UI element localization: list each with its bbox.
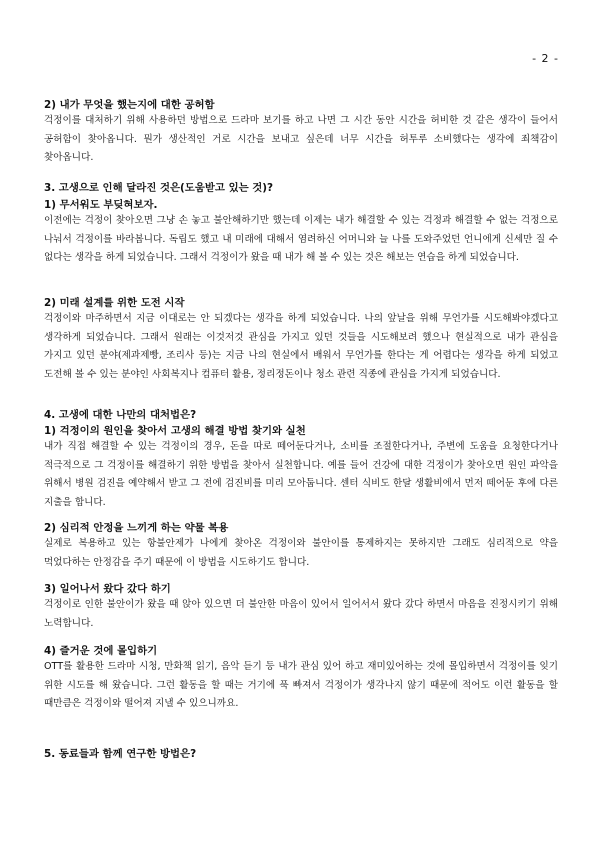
section-4-3-paragraph: 걱정이로 인한 불안이가 왔을 때 앉아 있으면 더 불안한 마음이 있어서 일어서서 왔다 갔다 하면서 마음을 진정시키기 위해 노력합니다. <box>44 599 558 629</box>
section-4-2-paragraph: 실제로 복용하고 있는 항불안제가 나에게 찾아온 걱정이와 불안이를 통제하지는 못하지만 그래도 심리적으로 약을 먹었다하는 안정감을 주기 때문에 이 방법을 시도하기도 합니다. <box>44 538 558 568</box>
section-4-2-heading: 2) 심리적 안정을 느끼게 하는 약물 복용 <box>44 522 229 534</box>
section-4-4-paragraph: OTT를 활용한 드라마 시청, 만화책 읽기, 음악 듣기 등 내가 관심 있어 하고 재미있어하는 것에 몰입하면서 걱정이를 잊기 위한 시도를 해 왔습니다. 그런 활동을 할 때는 거기에 푹 빠져서 걱정이가 생각나지 않기 때문에 적어도 이런 활동을 할 때만큼은 걱정이와 떨어져 지낼 수 있으니까요. <box>44 661 558 709</box>
section-4-3-heading: 3) 일어나서 왔다 갔다 하기 <box>44 583 171 595</box>
page-number: - 2 - <box>532 52 559 65</box>
section-5-heading: 5. 동료들과 함께 연구한 방법은? <box>44 748 197 760</box>
section-4-1-heading: 1) 걱정이의 원인을 찾아서 고생의 해결 방법 찾기와 실천 <box>44 425 306 437</box>
section-2-2-paragraph: 걱정이를 대처하기 위해 사용하던 방법으로 드라마 보기를 하고 나면 그 시간 동안 시간을 허비한 것 같은 생각이 들어서 공허함이 찾아옵니다. 뭔가 생산적인 거로 시간을 보내고 싶은데 너무 시간을 허투루 소비했다는 생각에 죄책감이 찾아옵니다. <box>44 115 558 163</box>
section-2-2-heading: 2) 내가 무엇을 했는지에 대한 공허함 <box>44 99 215 111</box>
section-4-4-heading: 4) 즐거운 것에 몰입하기 <box>44 645 158 657</box>
section-3-2-heading: 2) 미래 설계를 위한 도전 시작 <box>44 297 185 309</box>
section-4-1-paragraph: 내가 직접 해결할 수 있는 걱정이의 경우, 돈을 따로 떼어둔다거나, 소비를 조절한다거나, 주변에 도움을 요청한다거나 적극적으로 그 걱정이를 해결하기 위한 방법을 찾아서 실천합니다. 예를 들어 건강에 대한 걱정이가 찾아오면 원인 파악을 위해서 병원 검진을 예약해서 받고 그 전에 검진비를 미리 모아둡니다. 센터 식비도 한달 생활비에서 먼저 떼어둔 후에 다른 지출을 합니다. <box>44 441 558 508</box>
section-3-1-paragraph: 이전에는 걱정이 찾아오면 그냥 손 놓고 불안해하기만 했는데 이제는 내가 해결할 수 있는 걱정과 해결할 수 없는 걱정으로 나눠서 걱정이를 바라봅니다. 독립도 했고 내 미래에 대해서 염려하신 어머니와 늘 나를 도와주었던 언니에게 신세만 질 수 없다는 생각을 하게 되었습니다. 그래서 걱정이가 왔을 때 내가 해 볼 수 있는 것은 해보는 연습을 하게 되었습니다. <box>44 215 558 263</box>
section-3-1-heading: 1) 무서워도 부딪혀보자. <box>44 199 158 211</box>
section-4-heading: 4. 고생에 대한 나만의 대처법은? <box>44 409 197 421</box>
section-3-heading: 3. 고생으로 인해 달라진 것은(도움받고 있는 것)? <box>44 182 274 194</box>
section-3-2-paragraph: 걱정이와 마주하면서 지금 이대로는 안 되겠다는 생각을 하게 되었습니다. 나의 앞날을 위해 무언가를 시도해봐야겠다고 생각하게 되었습니다. 그래서 원래는 이것저것 관심을 가지고 있던 것들을 시도해보려 했으나 현실적으로 내가 관심을 가지고 있던 분야(제과제빵, 조리사 등)는 지금 나의 현실에서 배워서 무언가를 한다는 게 어렵다는 생각을 하게 되었고 도전해 볼 수 있는 분야인 사회복지나 컴퓨터 활용, 정리정돈이나 청소 관련 직종에 관심을 가지게 되었습니다. <box>44 313 558 380</box>
